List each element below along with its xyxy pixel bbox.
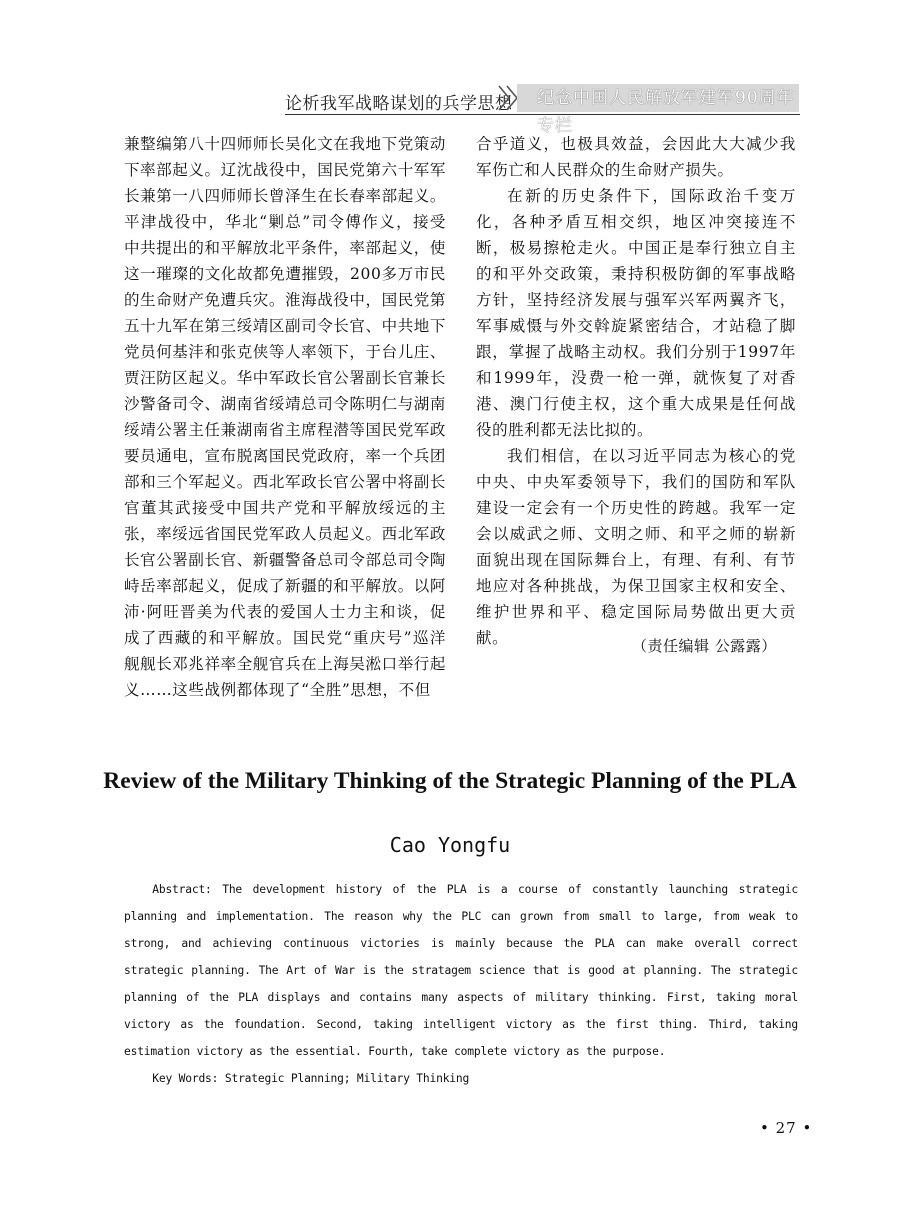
english-abstract: Abstract: The development history of the PLA is a course of constantly launching strategic planning and implementation. The reason why the PLC can grown from small to large, from weak to strong, and achieving continuous victories is mainly because the PLA can make overall correct strategic planning. The Art of War is the stratagem science that is good at planning. The strategic planning of the PLA displays and contains many aspects of military thinking. First, taking moral victory as the foundation. Second, taking intelligent victory as the first thing. Third, taking estimation victory as the essential. Fourth, take complete victory as the purpose. <box>124 883 798 1058</box>
right-column <box>476 131 796 651</box>
left-column-text: 兼整编第八十四师师长吴化文在我地下党策动下率部起义。辽沈战役中，国民党第六十军军长兼第一八四师师长曾泽生在长春率部起义。平津战役中，华北“剿总”司令傅作义，接受中共提出的和平解放北平条件，率部起义，使这一璀璨的文化故都免遭摧毁，200多万市民的生命财产免遭兵灾。淮海战役中，国民党第五十九军在第三绥靖区副司令长官、中共地下党员何基沣和张克侠等人率领下，于台儿庄、贾汪防区起义。华中军政长官公署副长官兼长沙警备司令、湖南省绥靖总司令陈明仁与湖南绥靖公署主任兼湖南省主席程潜等国民党军政要员通电，宣布脱离国民党政府，率一个兵团部和三个军起义。西北军政长官公署中将副长官董其武接受中国共产党和平解放绥远的主张，率绥远省国民党军政人员起义。西北军政长官公署副长官、新疆警备总司令部总司令陶峙岳率部起义，促成了新疆的和平解放。以阿沛·阿旺晋美为代表的爱国人士力主和谈，促成了西藏的和平解放。国民党“重庆号”巡洋舰舰长邓兆祥率全舰官兵在上海吴淞口举行起义……这些战例都体现了“全胜”思想，不但 <box>124 135 447 699</box>
header-column-title: 纪念中国人民解放军建军90周年专栏 <box>517 84 799 112</box>
right-paragraph-2: 在新的历史条件下，国际政治千变万化，各种矛盾互相交织，地区冲突接连不断，极易擦枪走火。中国正是奉行独立自主的和平外交政策，秉持积极防御的军事战略方针，坚持经济发展与强军兴军两翼齐飞，军事威慑与外交斡旋紧密结合，才站稳了脚跟，掌握了战略主动权。我们分别于1997年和1999年，没费一枪一弹，就恢复了对香港、澳门行使主权，这个重大成果是任何战役的胜利都无法比拟的。 <box>476 187 796 439</box>
left-column <box>124 131 446 703</box>
header-article-title: 论析我军战略谋划的兵学思想 <box>285 94 513 114</box>
english-author: Cao Yongfu <box>389 833 511 857</box>
right-paragraph-1: 合乎道义，也极具效益，会因此大大减少我军伤亡和人民群众的生命财产损失。 <box>476 135 796 179</box>
english-title: Review of the Military Thinking of the Strategic Planning of the PLA <box>103 768 797 794</box>
page-number: • 27 • <box>760 1119 813 1137</box>
english-abstract-block <box>124 876 798 1092</box>
english-keywords: Key Words: Strategic Planning; Military Thinking <box>152 1072 470 1085</box>
editor-note: （责任编辑 公露露） <box>632 637 777 655</box>
right-paragraph-3: 我们相信，在以习近平同志为核心的党中央、中央军委领导下，我们的国防和军队建设一定会有一个历史性的跨越。我军一定会以威武之师、文明之师、和平之师的崭新面貌出现在国际舞台上，有理、有利、有节地应对各种挑战，为保卫国家主权和安全、维护世界和平、稳定国际局势做出更大贡献。 <box>476 447 796 647</box>
header-divider <box>285 114 800 115</box>
running-header <box>285 84 800 136</box>
